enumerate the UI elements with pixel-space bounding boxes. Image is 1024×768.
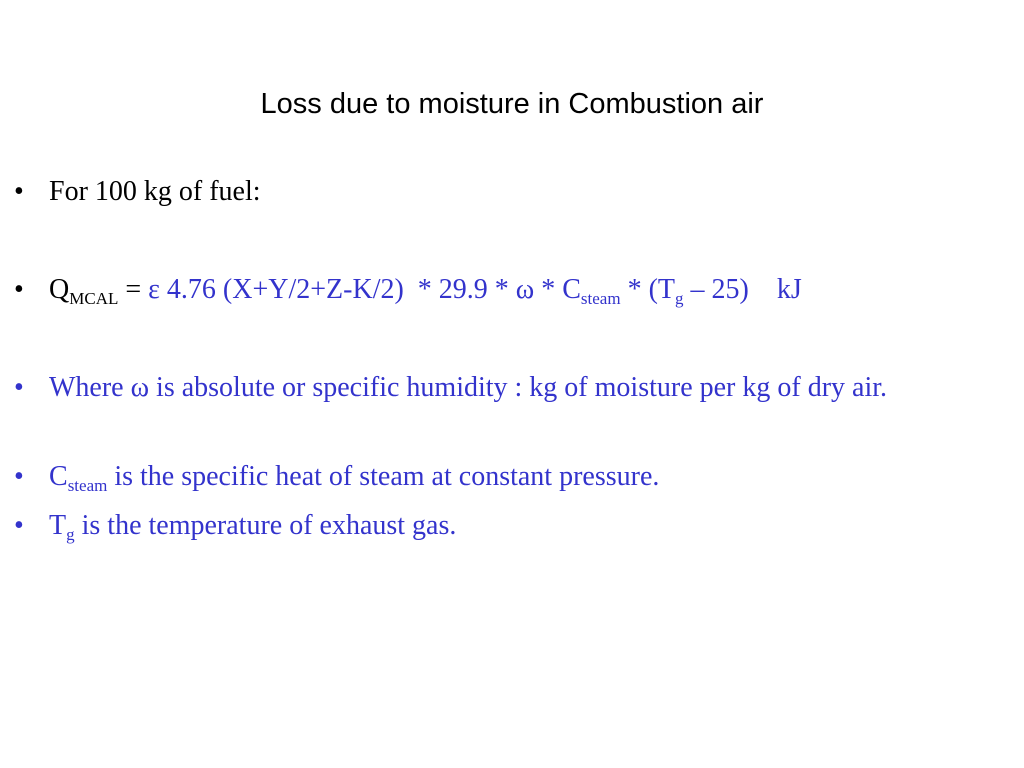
bullet-c-steam-definition-text [49, 457, 659, 497]
formula-q: Q [49, 274, 70, 305]
bullet-dot: • [14, 274, 24, 305]
formula-part-1: ε 4.76 (X+Y/2+Z-K/2) * 29.9 * ω * C [148, 274, 581, 305]
formula [49, 270, 802, 310]
formula-q-subscript: MCAL [69, 289, 119, 308]
formula-t-subscript: g [675, 289, 684, 308]
bullet-dot: • [14, 176, 24, 207]
bullet-dot: • [14, 372, 24, 403]
c-steam-symbol: C [49, 461, 68, 492]
c-steam-description: is the specific heat of steam at constant pressure. [107, 461, 660, 492]
formula-part-3: – 25) kJ [683, 274, 802, 305]
bullet-fuel-basis-text: For 100 kg of fuel: [49, 176, 261, 207]
tg-description: is the temperature of exhaust gas. [74, 510, 457, 541]
tg-symbol: T [49, 510, 67, 541]
bullet-dot: • [14, 510, 24, 541]
bullet-humidity-definition-text: Where ω is absolute or specific humidity : kg of moisture per kg of dry air. [49, 372, 888, 403]
formula-part-2: * (T [620, 274, 675, 305]
formula-c-subscript: steam [580, 289, 621, 308]
bullet-dot: • [14, 461, 24, 492]
formula-equals: = [118, 274, 149, 305]
slide-title: Loss due to moisture in Combustion air [260, 88, 764, 120]
tg-subscript: g [66, 525, 75, 544]
bullet-tg-definition-text [49, 506, 456, 546]
c-steam-subscript: steam [67, 476, 108, 495]
